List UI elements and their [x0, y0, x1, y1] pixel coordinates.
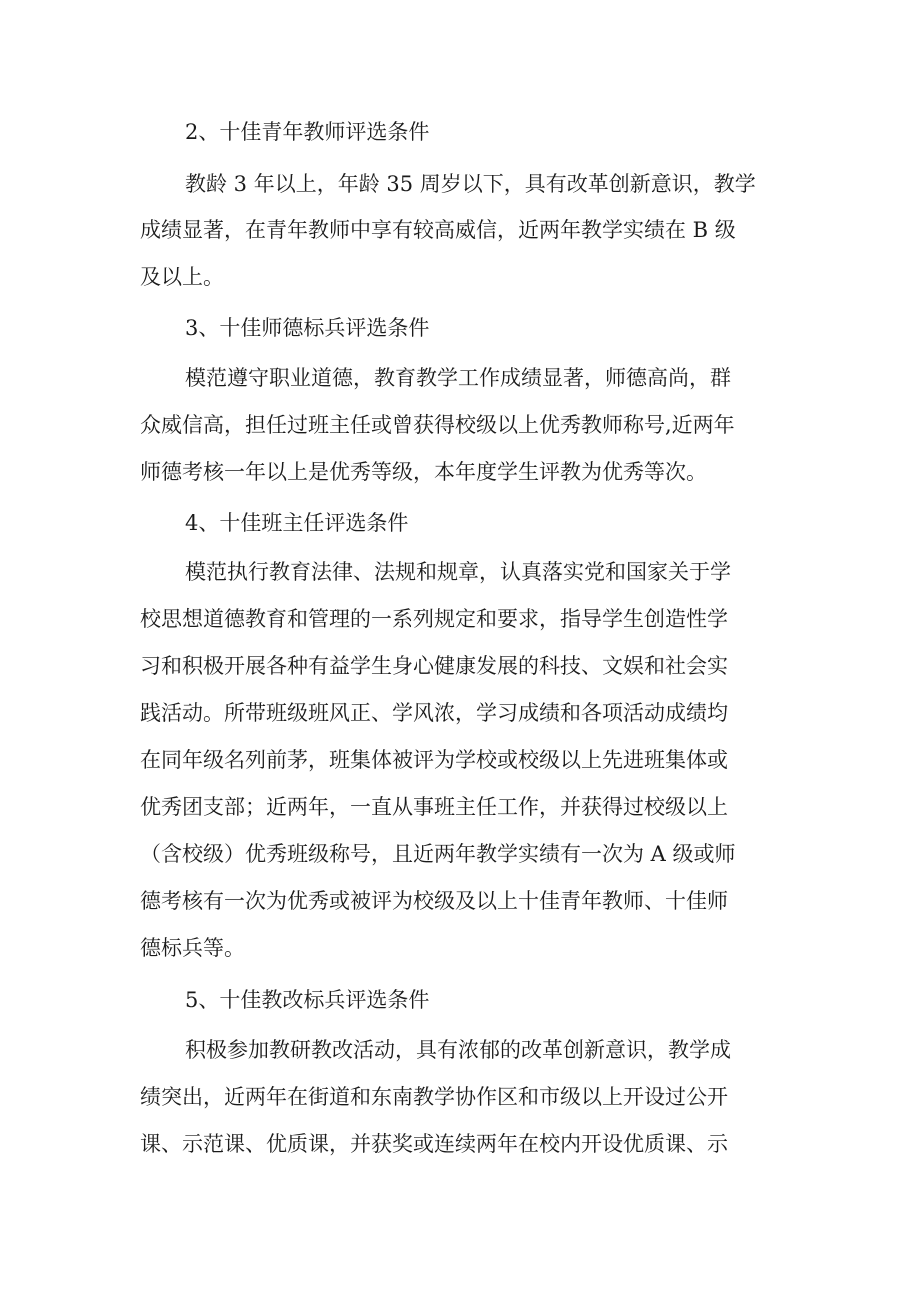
- paragraph-line: （含校级）优秀班级称号，且近两年教学实绩有一次为 A 级或师: [140, 842, 736, 866]
- paragraph-line: 在同年级名列前茅，班集体被评为学校或校级以上先进班集体或: [140, 748, 728, 772]
- paragraph-line: 成绩显著，在青年教师中享有较高威信，近两年教学实绩在 B 级: [140, 218, 736, 242]
- paragraph-line: 践活动。所带班级班风正、学风浓，学习成绩和各项活动成绩均: [140, 701, 728, 725]
- paragraph-line: 及以上。: [140, 265, 224, 289]
- section-heading-head-teacher: 4、十佳班主任评选条件: [185, 511, 409, 535]
- paragraph-line: 模范遵守职业道德，教育教学工作成绩显著，师德高尚，群: [185, 366, 731, 390]
- paragraph-line: 德考核有一次为优秀或被评为校级及以上十佳青年教师、十佳师: [140, 889, 728, 913]
- paragraph-line: 模范执行教育法律、法规和规章，认真落实党和国家关于学: [185, 560, 731, 584]
- paragraph-line: 教龄 3 年以上，年龄 35 周岁以下，具有改革创新意识，教学: [185, 172, 756, 196]
- section-heading-teaching-reform: 5、十佳教改标兵评选条件: [185, 988, 430, 1012]
- paragraph-line: 师德考核一年以上是优秀等级，本年度学生评教为优秀等次。: [140, 460, 707, 484]
- section-heading-young-teacher: 2、十佳青年教师评选条件: [185, 120, 430, 144]
- paragraph-line: 校思想道德教育和管理的一系列规定和要求，指导学生创造性学: [140, 607, 728, 631]
- paragraph-line: 众威信高，担任过班主任或曾获得校级以上优秀教师称号,近两年: [140, 413, 735, 437]
- paragraph-line: 习和积极开展各种有益学生身心健康发展的科技、文娱和社会实: [140, 654, 728, 678]
- paragraph-line: 德标兵等。: [140, 936, 245, 960]
- section-heading-ethics-model: 3、十佳师德标兵评选条件: [185, 316, 430, 340]
- paragraph-line: 绩突出，近两年在街道和东南教学协作区和市级以上开设过公开: [140, 1085, 728, 1109]
- paragraph-line: 课、示范课、优质课，并获奖或连续两年在校内开设优质课、示: [140, 1132, 728, 1156]
- paragraph-line: 积极参加教研教改活动，具有浓郁的改革创新意识，教学成: [185, 1038, 731, 1062]
- paragraph-line: 优秀团支部；近两年，一直从事班主任工作，并获得过校级以上: [140, 795, 728, 819]
